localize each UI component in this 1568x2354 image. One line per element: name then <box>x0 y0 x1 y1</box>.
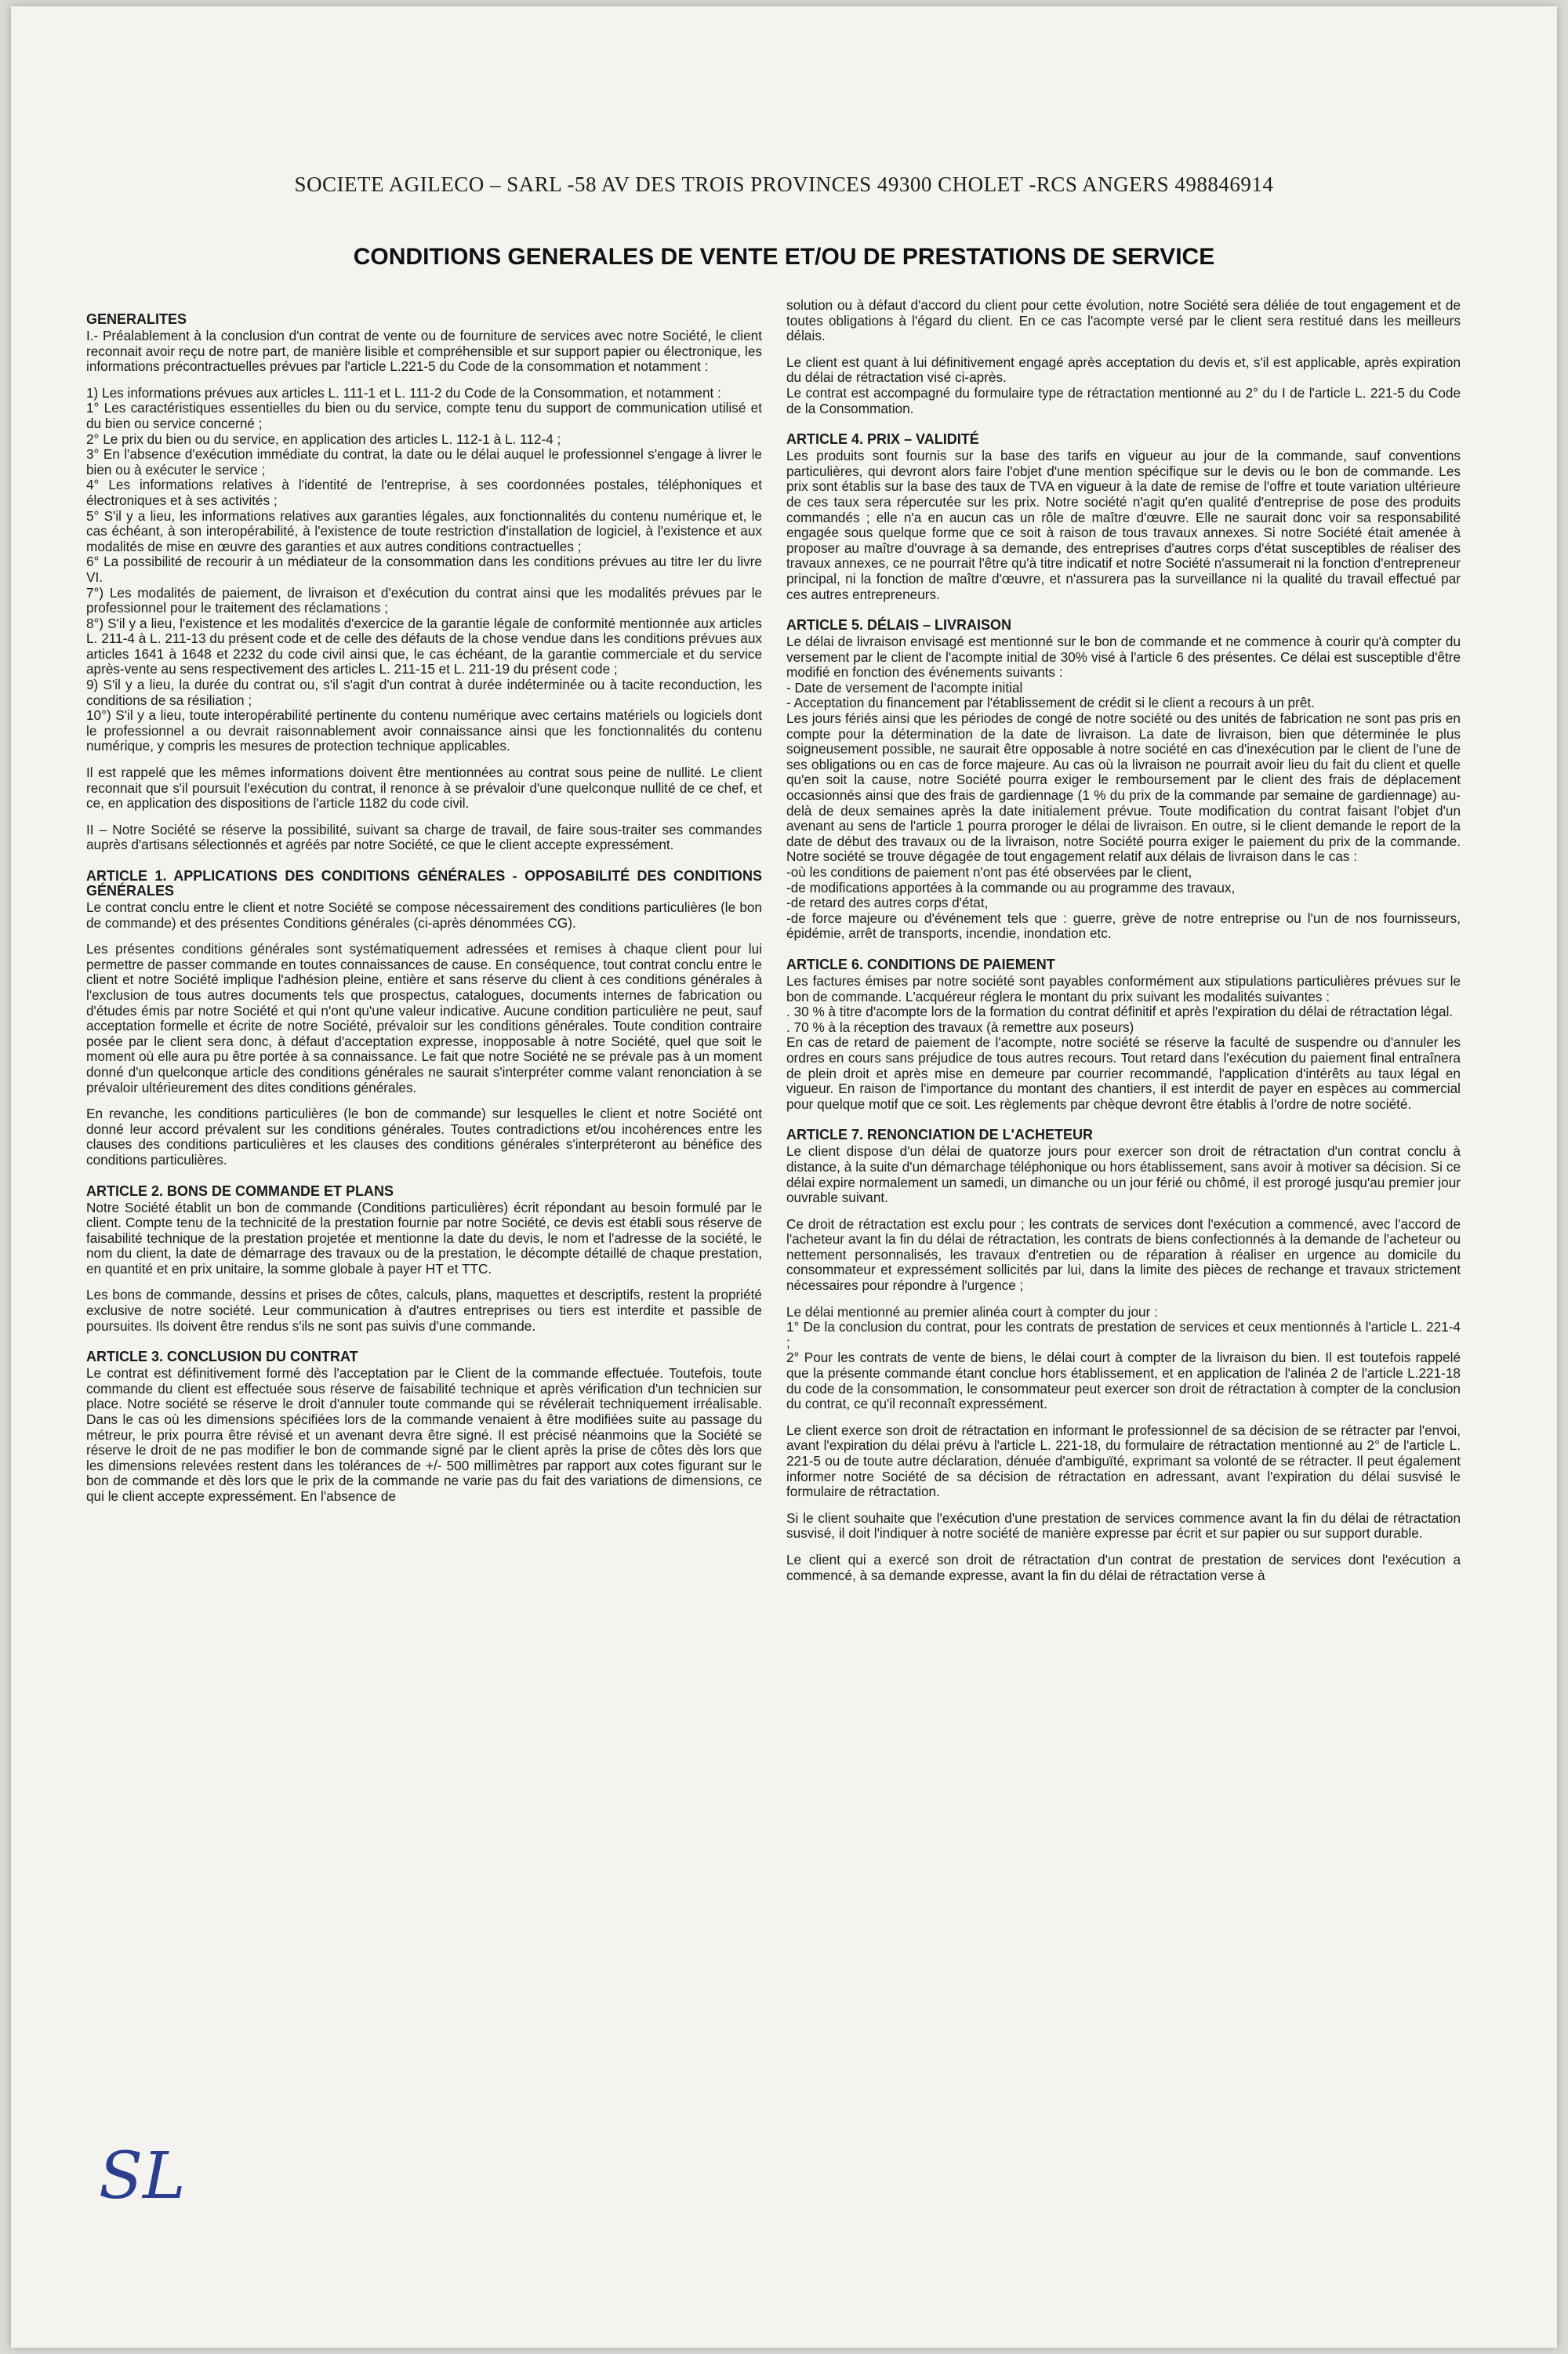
paragraph: Les bons de commande, dessins et prises de côtes, calculs, plans, maquettes et descriptifs, restent la propriété exclusive de notre société. Leur communication à d'autres entreprises ou tiers est interdite et passible de poursuites. Ils doivent être rendus s'ils ne sont pas suivis d'une commande. <box>86 1287 762 1334</box>
section-heading-article-2: ARTICLE 2. BONS DE COMMANDE ET PLANS <box>86 1182 394 1199</box>
section-heading-article-4: ARTICLE 4. PRIX – VALIDITÉ <box>786 431 979 448</box>
paragraph: II – Notre Société se réserve la possibilité, suivant sa charge de travail, de faire sous-traiter ses commandes auprès d'artisans sélectionnés et agréés par notre Société, ce que le client accepte expressément. <box>86 821 762 853</box>
section-heading-article-6: ARTICLE 6. CONDITIONS DE PAIEMENT <box>786 956 1055 972</box>
paragraph: Le client est quant à lui définitivement engagé après acceptation du devis et, s'il est applicable, après expiration du délai de rétractation visé ci-après. Le contrat est accompagné du formulaire type de rétractation mentionné au 2° du I de l'article L. 221-5 du Code de la Consommation. <box>786 354 1461 416</box>
paragraph: Les factures émises par notre société sont payables conformément aux stipulations particulières prévues sur le bon de commande. L'acquéreur réglera le montant du prix suivant les modalités suivantes : . 30 % à titre d'acompte lors de la formation du contrat définitif et après l'expiration du délai de rétractation légal. . 70 % à la réception des travaux (à remettre aux poseurs) En cas de retard de paiement de l'acompte, notre société se réserve la faculté de suspendre ou d'annuler les ordres en cours sans préjudice de tous autres recours. Tout retard dans l'exécution du paiement final entraînera de plein droit et après mise en demeure par courrier recommandé, l'application d'intérêts au taux légal en vigueur. En raison de l'importance du montant des chantiers, il est interdit de payer en espèces au commercial pour quelque motif que ce soit. Les règlements par chèque devront être établis à l'ordre de notre société. <box>786 972 1461 1112</box>
paragraph: Le contrat conclu entre le client et notre Société se compose nécessairement des conditions particulières (le bon de commande) et des présentes Conditions générales (ci-après dénommées CG). <box>86 899 762 931</box>
section-heading-generalites: GENERALITES <box>86 311 187 327</box>
paragraph: Ce droit de rétractation est exclu pour ; les contrats de services dont l'exécution a commencé, avec l'accord de l'acheteur avant la fin du délai de rétractation, les contrats de biens confectionnés à la demande de l'acheteur ou nettement personnalisés, les travaux d'entretien ou de réparation à réaliser en urgence au domicile du consommateur et expressément sollicités par lui, dans la limite des pièces de rechange et travaux strictement nécessaires pour répondre à l'urgence ; <box>786 1215 1461 1294</box>
paragraph: Le délai mentionné au premier alinéa court à compter du jour : 1° De la conclusion du contrat, pour les contrats de prestation de services et ceux mentionnés à l'article L. 221-4 ; 2° Pour les contrats de vente de biens, le délai court à compter de la livraison du bien. Il est toutefois rappelé que la présente commande étant conclue hors établissement, et en application de l'alinéa 2 de l'article L.221-18 du code de la consommation, le consommateur peut exercer son droit de rétractation à compter de la conclusion du contrat, ce qu'il reconnaît expressément. <box>786 1303 1461 1412</box>
company-header: SOCIETE AGILECO – SARL -58 AV DES TROIS PROVINCES 49300 CHOLET -RCS ANGERS 498846914 <box>294 173 1274 196</box>
paragraph: 1) Les informations prévues aux articles L. 111-1 et L. 111-2 du Code de la Consommation, et notamment : 1° Les caractéristiques essentielles du bien ou du service, compte tenu du support de communication utilisé et du bien ou service concerné ; 2° Le prix du bien ou du service, en application des articles L. 112-1 à L. 112-4 ; 3° En l'absence d'exécution immédiate du contrat, la date ou le délai auquel le professionnel s'engage à livrer le bien ou à exécuter le service ; 4° Les informations relatives à l'identité de l'entreprise, à ses coordonnées postales, téléphoniques et électroniques et à ses activités ; 5° S'il y a lieu, les informations relatives aux garanties légales, aux fonctionnalités du contenu numérique et, le cas échéant, à son interopérabilité, à l'existence de toute restriction d'installation de logiciel, à l'existence et aux modalités de mise en œuvre des garanties et aux autres conditions contractuelles ; 6° La possibilité de recourir à un médiateur de la consommation dans les conditions prévues au titre Ier du livre VI. 7°) Les modalités de paiement, de livraison et d'exécution du contrat ainsi que les modalités prévues par le professionnel pour le traitement des réclamations ; 8°) S'il y a lieu, l'existence et les modalités d'exercice de la garantie légale de conformité mentionnée aux articles L. 211-4 à L. 211-13 du présent code et de celle des défauts de la chose vendue dans les conditions prévues aux articles 1641 à 1648 et 2232 du code civil ainsi que, le cas échéant, de la garantie commerciale et du service après-vente au sens respectivement des articles L. 211-15 et L. 211-19 du présent code ; 9) S'il y a lieu, la durée du contrat ou, s'il s'agit d'un contrat à durée indéterminée ou à tacite reconduction, les conditions de sa résiliation ; 10°) S'il y a lieu, toute interopérabilité pertinente du contenu numérique avec certains matériels ou logiciels dont le professionnel a ou devrait raisonnablement avoir connaissance ainsi que les fonctionnalités du contenu numérique, y compris les mesures de protection technique applicables. <box>86 384 762 754</box>
paragraph: solution ou à défaut d'accord du client pour cette évolution, notre Société sera déliée de tout engagement et de toutes obligations à l'égard du client. En ce cas l'acompte versé par le client sera restitué dans les meilleurs délais. <box>786 297 1461 344</box>
paragraph: Le client dispose d'un délai de quatorze jours pour exercer son droit de rétractation d'un contrat conclu à distance, à la suite d'un démarchage téléphonique ou hors établissement, sans avoir à motiver sa décision. Si ce délai expire normalement un samedi, un dimanche ou un jour férié ou chômé, il est prorogé jusqu'au premier jour ouvrable suivant. <box>786 1143 1461 1206</box>
paragraph: Les présentes conditions générales sont systématiquement adressées et remises à chaque client pour lui permettre de passer commande en toutes connaissances de cause. En conséquence, tout contrat conclu entre le client et notre Société implique l'adhésion pleine, entière et sans réserve du client à ces conditions générales à l'exclusion de tous autres documents tels que prospectus, catalogues, documents internes de fabrication ou d'études émis par notre Société et qui n'ont qu'une valeur indicative. Aucune condition particulière ne peut, sauf acceptation formelle et écrite de notre Société, prévaloir sur les conditions générales. Toute condition contraire posée par le client sera donc, à défaut d'acceptation expresse, inopposable à notre Société, quel que soit le moment où elle aura pu être portée à sa connaissance. Le fait que notre Société ne se prévale pas à un moment donné d'un quelconque article des conditions générales ne saurait s'interpréter comme valant renonciation à se prévaloir ultérieurement des dites conditions générales. <box>86 941 762 1095</box>
document-title: CONDITIONS GENERALES DE VENTE ET/OU DE PRESTATIONS DE SERVICE <box>353 244 1215 270</box>
right-column <box>786 298 1461 1594</box>
handwritten-initials: SL <box>99 2139 186 2214</box>
paragraph: Le délai de livraison envisagé est mentionné sur le bon de commande et ne commence à courir qu'à compter du versement par le client de l'acompte initial de 30% visé à l'article 6 des présentes. Ce délai est susceptible d'être modifié en fonction des événements suivants : - Date de versement de l'acompte initial - Acceptation du financement par l'établissement de crédit si le client a recours à un prêt. Les jours fériés ainsi que les périodes de congé de notre société ou des unités de fabrication ne sont pas pris en compte pour la détermination de la date de livraison. La date de livraison, bien que déterminée le plus soigneusement possible, ne saurait être opposable à notre société en cas d'inexécution par le client de l'une de ses obligations ou en cas de force majeure. Au cas où la livraison ne pourrait avoir lieu du fait du client et quelle qu'en soit la cause, notre Société pourra exiger le remboursement par le client des frais de déplacement occasionnés ainsi que des frais de gardiennage (1 % du prix de la commande par semaine de gardiennage) au-delà de deux semaines après la date initialement prévue. Toute modification du contrat faisant l'objet d'un avenant au sens de l'article 1 pourra proroger le délai de livraison. En outre, si le client demande le report de la date de début des travaux ou de la livraison, notre Société pourra exiger le paiement du prix de la commande. Notre société se trouve dégagée de tout engagement relatif aux délais de livraison dans le cas : -où les conditions de paiement n'ont pas été observées par le client, -de modifications apportées à la commande ou au programme des travaux, -de retard des autres corps d'état, -de force majeure ou d'événement tels que : guerre, grève de notre entreprise ou l'un de nos fournisseurs, épidémie, arrêt de transports, incendie, inondation etc. <box>786 634 1461 942</box>
left-column <box>86 298 762 1516</box>
paragraph: Le client qui a exercé son droit de rétractation d'un contrat de prestation de services dont l'exécution a commencé, à sa demande expresse, avant la fin du délai de rétractation verse à <box>786 1551 1461 1583</box>
paragraph: Les produits sont fournis sur la base des tarifs en vigueur au jour de la commande, sauf conventions particulières, qui devront alors faire l'objet d'une mention spécifique sur le devis ou le bon de commande. Les prix sont établis sur la base des taux de TVA en vigueur à la date de remise de l'offre et toute variation ultérieure de ces taux sera répercutée sur les prix. Notre société n'agit qu'en qualité d'entreprise de pose des produits commandés ; elle n'a en aucun cas un rôle de maître d'œuvre. Elle ne saurait donc voir sa responsabilité engagée sous quelque forme que ce soit à raison de tous travaux annexes. Si notre Société était amenée à proposer au maître d'ouvrage à sa demande, des entreprises d'autres corps d'état susceptibles de réaliser des travaux annexes, ce ne pourrait l'être qu'à titre indicatif et notre Société n'assumerait ni la fonction d'entrepreneur principal, ni la fonction de maître d'œuvre, et n'assurera pas la surveillance ni la qualité du travail effectué par ces autres entrepreneurs. <box>786 448 1461 602</box>
section-heading-article-1: ARTICLE 1. APPLICATIONS DES CONDITIONS GÉNÉRALES - OPPOSABILITÉ DES CONDITIONS GÉNÉRALES <box>86 868 762 899</box>
paragraph: Il est rappelé que les mêmes informations doivent être mentionnées au contrat sous peine de nullité. Le client reconnait que s'il poursuit l'exécution du contrat, il renonce à se prévaloir d'une quelconque nullité de ce chef, et ce, en application des dispositions de l'article 1182 du code civil. <box>86 765 762 812</box>
paragraph: Si le client souhaite que l'exécution d'une prestation de services commence avant la fin du délai de rétractation susvisé, il doit l'indiquer à notre société de manière expresse par écrit et sur papier ou sur support durable. <box>786 1509 1461 1542</box>
paragraph: Le client exerce son droit de rétractation en informant le professionnel de sa décision de se rétracter par l'envoi, avant l'expiration du délai prévu à l'article L. 221-18, du formulaire de rétractation mentionné au 2° de l'article L. 221-5 ou de toute autre déclaration, dénuée d'ambiguïté, exprimant sa volonté de se rétracter. Il peut également informer notre Société de sa décision de rétractation en adressant, avant l'expiration du délai susvisé le formulaire de rétractation. <box>786 1422 1461 1500</box>
section-heading-article-3: ARTICLE 3. CONCLUSION DU CONTRAT <box>86 1349 358 1365</box>
paragraph: Notre Société établit un bon de commande (Conditions particulières) écrit répondant au besoin formulé par le client. Compte tenu de la technicité de la prestation fournie par notre Société, ce devis est établi sous réserve de faisabilité technique de la prestation projetée et mentionne la date du devis, le nom et l'adresse de la société, le nom du client, la date de démarrage des travaux ou de la prestation, le décompte détaillé de chaque prestation, en quantité et en prix unitaire, la somme globale à payer HT et TTC. <box>86 1199 762 1277</box>
paragraph: En revanche, les conditions particulières (le bon de commande) sur lesquelles le client et notre Société ont donné leur accord prévalent sur les conditions générales. Toutes contradictions et/ou incohérences entre les clauses des conditions particulières et les clauses des conditions générales s'interpréteront au bénéfice des conditions particulières. <box>86 1106 762 1168</box>
section-heading-article-7: ARTICLE 7. RENONCIATION DE L'ACHETEUR <box>786 1127 1093 1143</box>
paragraph: I.- Préalablement à la conclusion d'un contrat de vente ou de fourniture de services avec notre Société, le client reconnait avoir reçu de notre part, de manière lisible et compréhensible et sur support papier ou électronique, les informations précontractuelles prévues par l'article L.221-5 du Code de la consommation et notamment : <box>86 328 762 375</box>
document-page <box>11 6 1557 2348</box>
section-heading-article-5: ARTICLE 5. DÉLAIS – LIVRAISON <box>786 617 1012 634</box>
paragraph: Le contrat est définitivement formé dès l'acceptation par le Client de la commande effectuée. Toutefois, toute commande du client est effectuée sous réserve de faisabilité technique et après vérification d'un technicien sur place. Notre société se réserve le droit d'annuler toute commande qui se révélerait techniquement irréalisable. Dans le cas où les dimensions spécifiées lors de la commande venaient à être modifiées suite au passage du métreur, le prix pourra être révisé et un avenant devra être signé. Il est précisé néanmoins que la Société se réserve le droit de ne pas modifier le bon de commande signé par le client après la prise de côtes dès lors que les dimensions relevées restent dans les tolérances de +/- 500 millimètres par rapport aux cotes figurant sur le bon de commande et dès lors que le prix de la commande ne varie pas du fait des variations de dimensions, ce qui le client accepte expressément. En l'absence de <box>86 1365 762 1504</box>
